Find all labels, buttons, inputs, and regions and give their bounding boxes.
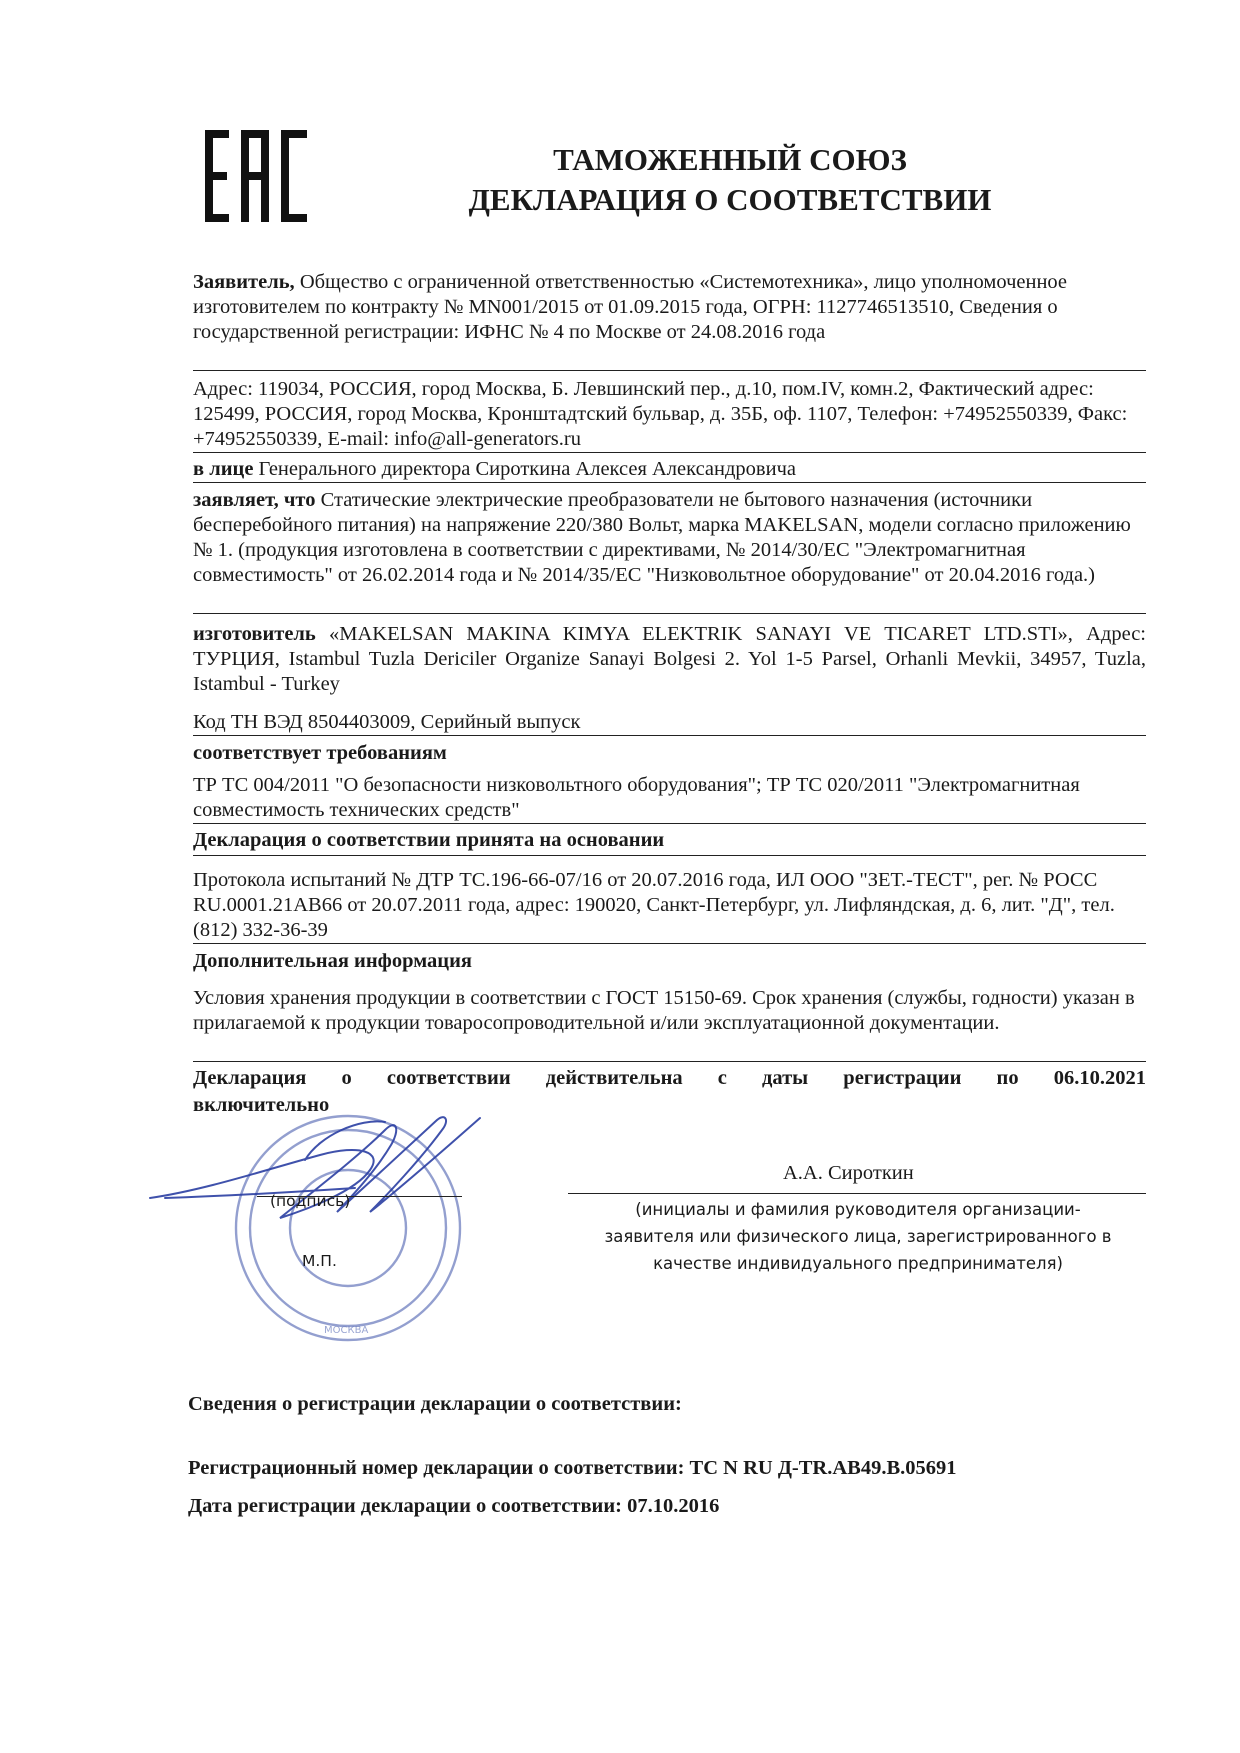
applicant-section (193, 270, 1146, 371)
registration-number: Регистрационный номер декларации о соответствии: ТС N RU Д-TR.АВ49.В.05691 (188, 1457, 957, 1479)
address-section (193, 377, 1146, 453)
caption-line-3: качестве индивидуального предпринимателя) (653, 1254, 1063, 1273)
name-line (568, 1193, 1146, 1194)
additional-text: Условия хранения продукции в соответствии с ГОСТ 15150-69. Срок хранения (службы, годности) указан в прилагаемой к продукции товаросопроводительной и/или эксплуатационной документации. (193, 986, 1146, 1062)
eac-logo (203, 128, 311, 224)
document-title (420, 140, 1040, 220)
handwritten-signature (145, 1100, 515, 1230)
applicant-label: Заявитель, (193, 271, 295, 293)
manufacturer-text: «MAKELSAN MAKINA KIMYA ELEKTRIK SANAYI VE TICARET LTD.STI», Адрес: ТУРЦИЯ, Istambul Tuzla Dericiler Organize Sanayi Bolgesi 2. Yol 1-5 Parsel, Orhanli Mevkii, 34957, Tuzla, Istambul - Turkey (193, 623, 1146, 695)
additional-heading: Дополнительная информация (193, 950, 472, 972)
signature-label: (подпись) (270, 1192, 351, 1210)
basis-text: Протокола испытаний № ДТР ТС.196-66-07/16 от 20.07.2016 года, ИЛ ООО "ЗЕТ.-ТЕСТ", рег. № РОСС RU.0001.21АВ66 от 20.07.2011 года, адрес: 190020, Санкт-Петербург, ул. Лифляндская, д. 6, лит. "Д", тел. (812) 332-36-39 (193, 868, 1146, 944)
validity-text-2: включительно (193, 1094, 330, 1116)
hs-code-section (193, 710, 1146, 736)
seal-city-text: МОСКВА (324, 1325, 369, 1336)
requirements-text: ТР ТС 004/2011 "О безопасности низковольтного оборудования"; ТР ТС 020/2011 "Электромагнитная совместимость технических средств" (193, 773, 1146, 824)
signatory-name: А.А. Сироткин (783, 1162, 914, 1184)
declares-section (193, 488, 1146, 614)
representative-section (193, 457, 1146, 483)
representative-text: Генерального директора Сироткина Алексея Александровича (258, 458, 796, 480)
caption-line-2: заявителя или физического лица, зарегистрированного в (604, 1227, 1112, 1246)
title-line-2: ДЕКЛАРАЦИЯ О СООТВЕТСТВИИ (468, 182, 992, 217)
validity-text: Декларация о соответствии действительна с даты регистрации по 06.10.2021 (193, 1067, 1146, 1089)
applicant-text: Общество с ограниченной ответственностью «Системотехника», лицо уполномоченное изготовителем по контракту № MN001/2015 от 01.09.2015 года, ОГРН: 1127746513510, Сведения о государственной регистрации: ИФНС № 4 по Москве от 24.08.2016 года (193, 271, 1068, 343)
registration-date: Дата регистрации декларации о соответствии: 07.10.2016 (188, 1495, 720, 1517)
address-text: Адрес: 119034, РОССИЯ, город Москва, Б. Левшинский пер., д.10, пом.IV, комн.2, Фактический адрес: 125499, РОССИЯ, город Москва, Кронштадтский бульвар, д. 35Б, оф. 1107, Телефон: +74952550339, Факс: +74952550339, E-mail: info@all-generators.ru (193, 378, 1128, 450)
signatory-caption (578, 1196, 1138, 1277)
representative-label: в лице (193, 458, 254, 480)
registration-heading: Сведения о регистрации декларации о соответствии: (188, 1393, 682, 1415)
hs-code-text: Код ТН ВЭД 8504403009, Серийный выпуск (193, 711, 581, 733)
title-line-1: ТАМОЖЕННЫЙ СОЮЗ (553, 142, 907, 177)
declares-label: заявляет, что (193, 489, 316, 511)
manufacturer-label: изготовитель (193, 623, 316, 645)
basis-heading: Декларация о соответствии принята на основании (193, 828, 1146, 856)
stamp-place-label: М.П. (302, 1252, 337, 1270)
caption-line-1: (инициалы и фамилия руководителя организации- (635, 1200, 1081, 1219)
requirements-heading: соответствует требованиям (193, 742, 447, 764)
manufacturer-section (193, 622, 1146, 697)
declares-text: Статические электрические преобразователи не бытового назначения (источники бесперебойного питания) на напряжение 220/380 Вольт, марка MAKELSAN, модели согласно приложению № 1. (продукция изготовлена в соответствии с директивами, № 2014/30/ЕС "Электромагнитная совместимость" от 26.02.2014 года и № 2014/35/ЕС "Низковольтное оборудование" от 20.04.2016 года.) (193, 489, 1131, 586)
